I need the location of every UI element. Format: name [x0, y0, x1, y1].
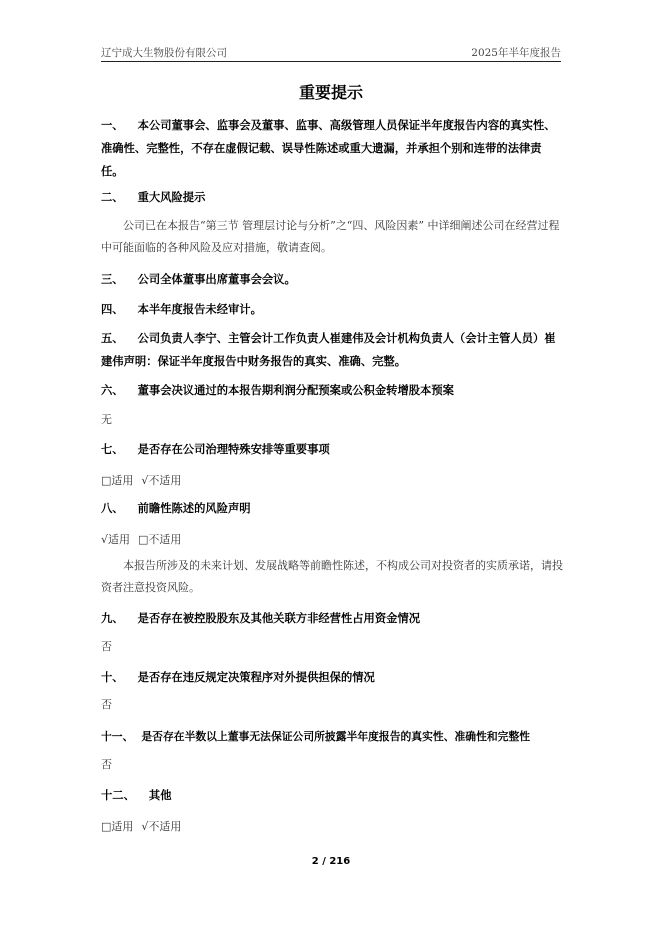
section-9-text: 是否存在被控股股东及其他关联方非经营性占用资金情况: [137, 612, 421, 625]
section-3-number: 三、: [101, 273, 124, 286]
section-4-text: 本半年度报告未经审计。: [137, 303, 262, 316]
header-report: 2025年半年度报告: [471, 47, 561, 59]
section-12-number: 十二、: [101, 789, 135, 802]
section-9-heading: [101, 607, 563, 630]
section-8-body: 本报告所涉及的未来计划、发展战略等前瞻性陈述，不构成公司对投资者的实质承诺，请投资者注意投资风险。: [101, 559, 563, 594]
section-10-number: 十、: [101, 671, 124, 684]
section-8-number: 八、: [101, 502, 124, 515]
section-11-number: 十一、: [101, 730, 134, 743]
section-8-text: 前瞻性陈述的风险声明: [137, 502, 251, 515]
section-2-text: 重大风险提示: [137, 191, 206, 204]
section-12-text: 其他: [148, 789, 172, 802]
section-7-heading: [101, 438, 563, 461]
section-6-body: 无: [101, 413, 112, 426]
option-applicable: □适用: [101, 820, 134, 833]
section-11-text: 是否存在半数以上董事无法保证公司所披露半年度报告的真实性、准确性和完整性: [141, 730, 531, 743]
page-header: [101, 43, 561, 62]
section-4-number: 四、: [101, 303, 124, 316]
section-2-body: 公司已在本报告“第三节 管理层讨论与分析”之“四、风险因素” 中详细阐述公司在经营过程中可能面临的各种风险及应对措施，敬请查阅。: [101, 219, 560, 254]
section-8-heading: [101, 497, 563, 520]
section-8-options: [101, 531, 189, 547]
section-2-number: 二、: [101, 191, 124, 204]
section-5-text: 公司负责人李宁、主管会计工作负责人崔建伟及会计机构负责人（会计主管人员）崔建伟声明：保证半年度报告中财务报告的真实、准确、完整。: [101, 332, 556, 368]
section-10-heading: [101, 666, 563, 689]
section-12-heading: [101, 784, 563, 807]
section-5-number: 五、: [101, 332, 124, 345]
section-10-body: 否: [101, 698, 112, 711]
option-applicable: □适用: [101, 474, 134, 487]
section-3-text: 公司全体董事出席董事会会议。: [137, 273, 296, 286]
section-1-text: 本公司董事会、监事会及董事、监事、高级管理人员保证半年度报告内容的真实性、准确性、完整性，不存在虚假记载、误导性陈述或重大遗漏，并承担个别和连带的法律责任。: [101, 119, 556, 178]
section-5: [101, 327, 563, 373]
section-7-options: [101, 472, 189, 488]
option-not-applicable: □不适用: [138, 533, 182, 546]
page-title: 重要提示: [298, 83, 363, 102]
section-11-body: 否: [101, 758, 112, 771]
section-3: [101, 268, 563, 291]
option-not-applicable: √不适用: [141, 474, 182, 487]
section-2-heading: [101, 186, 563, 209]
header-company: 辽宁成大生物股份有限公司: [101, 47, 227, 59]
section-7-text: 是否存在公司治理特殊安排等重要事项: [137, 443, 330, 456]
section-7-number: 七、: [101, 443, 124, 456]
section-6-text: 董事会决议通过的本报告期利润分配预案或公积金转增股本预案: [137, 384, 454, 397]
page-number: 2 / 216: [311, 856, 351, 867]
option-applicable: √适用: [101, 533, 131, 546]
section-10-text: 是否存在违反规定决策程序对外提供担保的情况: [137, 671, 375, 684]
section-9-body: 否: [101, 640, 112, 653]
section-9-number: 九、: [101, 612, 124, 625]
section-6-heading: [101, 379, 563, 402]
section-1: [101, 114, 563, 183]
section-12-options: [101, 818, 189, 834]
section-6-number: 六、: [101, 384, 124, 397]
option-not-applicable: √不适用: [141, 820, 182, 833]
section-1-number: 一、: [101, 119, 124, 132]
section-11-heading: [101, 725, 563, 748]
section-4: [101, 298, 563, 321]
